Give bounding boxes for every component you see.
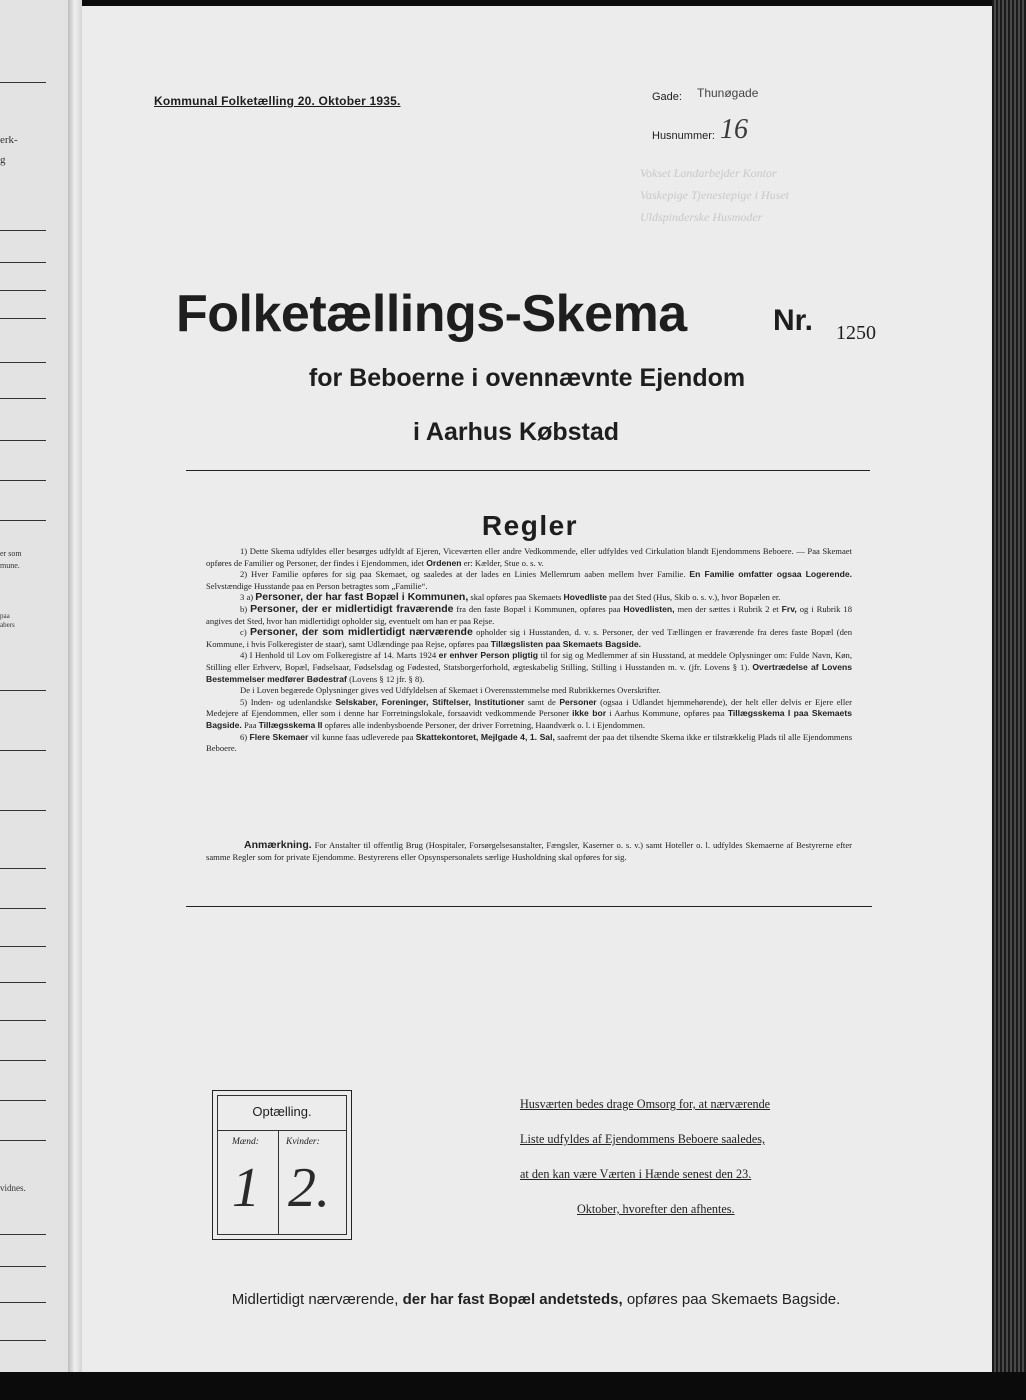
scan-background (0, 1372, 1026, 1400)
previous-page-edge (0, 0, 68, 1372)
instruction-line: Oktober, hvorefter den afhentes. (577, 1202, 735, 1216)
men-count: 1 (232, 1157, 260, 1219)
divider (186, 906, 872, 907)
ruled-line (0, 750, 46, 751)
form-town: i Aarhus Købstad (412, 418, 620, 446)
form-number-label: Nr. (773, 304, 814, 337)
count-box-divider (218, 1130, 346, 1131)
ruled-line (0, 230, 46, 231)
bleedthrough-line: Vaskepige Tjenestepige i Huset (640, 188, 789, 202)
ruled-line (0, 946, 46, 947)
ruled-line (0, 262, 46, 263)
instruction-line: at den kan være Værten i Hænde senest den 23. (520, 1167, 752, 1181)
page-fragment: er som (0, 549, 22, 558)
ruled-line (0, 1340, 46, 1341)
street-value: Thunøgade (697, 86, 759, 100)
remark-paragraph (206, 840, 852, 864)
page-fragment: paa (0, 612, 10, 620)
ruled-line (0, 1266, 46, 1267)
rule-2: 2) Hver Familie opføres for sig paa Skemaet, og saaledes at der lades en Linies Mellemrum aaben mellem hver Familie. En Familie omfatter ogsaa Logerende. Selvstændige Husstande paa en Person betragtes som „Familie“. (206, 569, 852, 591)
rules-text (206, 546, 852, 755)
instruction-line: Husværten bedes drage Omsorg for, at nærværende (520, 1097, 771, 1111)
ruled-line (0, 868, 46, 869)
ruled-line (0, 318, 46, 319)
rule-5: 5) Inden- og udenlandske Selskaber, Foreninger, Stiftelser, Institutioner samt de Personer (ogsaa i Udlandet hjemmehørende), der helt eller delvis er Ejere eller Medejere af Ejendommen, eller som i denne har Forretningslokale, forsaavidt vedkommende Personer ikke bor i Aarhus Kommune, opføres paa Tillægsskema I paa Skemaets Bagside. Paa Tillægsskema II opføres alle indenbysboende Personer, der driver Forretning, Haandværk o. l. i Ejendommen. (206, 696, 852, 730)
page-fragment: g (0, 154, 6, 166)
ruled-line (0, 398, 46, 399)
page-fragment: erk- (0, 134, 18, 146)
ruled-line (0, 362, 46, 363)
ruled-line (0, 982, 46, 983)
ruled-line (0, 908, 46, 909)
ruled-line (0, 82, 46, 83)
rule-3a: 3 a) Personer, der har fast Bopæl i Kommunen, skal opføres paa Skemaets Hovedliste paa det Sted (Hus, Skib o. s. v.), hvor Bopælen er. (240, 591, 781, 604)
house-number-value: 16 (720, 114, 748, 145)
count-box-inner (217, 1095, 347, 1235)
rule-3b: b) Personer, der er midlertidigt fraværende fra den faste Bopæl i Kommunen, opføres paa Hovedlisten, men der sættes i Rubrik 2 et Frv, og i Rubrik 18 angives det Sted, hvor han midlertidigt opholder sig, eventuelt om han er paa Rejse. (206, 602, 852, 626)
page-fragment: vidnes. (0, 1183, 26, 1193)
rule-3c: c) Personer, der som midlertidigt nærværende opholder sig i Husstanden, d. v. s. Personer, der ved Tællingen er fraværende fra deres faste Bopæl (den Kommune, i hvis Folkeregister de staar), samt Udlændinge paa Rejse, opføres paa Tillægslisten paa Skemaets Bagside. (206, 626, 852, 649)
book-page-edges (992, 0, 1026, 1400)
ruled-line (0, 480, 46, 481)
ruled-line (0, 1234, 46, 1235)
rule-1: 1) Dette Skema udfyldes eller besørges udfyldt af Ejeren, Viceværten eller andre Vedkommende, eller udfyldes ved Cirkulation blandt Ejendommens Beboere. — Paa Skemaet opføres de Familier og Personer, der findes i Ejendommen, idet Ordenen er: Kælder, Stue o. s. v. (206, 546, 852, 568)
footer-note: Midlertidigt nærværende, der har fast Bopæl andetsteds, opføres paa Skemaets Bagside. (231, 1291, 841, 1308)
ruled-line (0, 290, 46, 291)
rule-6: 6) Flere Skemaer vil kunne faas udleverede paa Skattekontoret, Mejlgade 4, 1. Sal, saafremt der paa det tilsendte Skema ikke er tilstrækkelig Plads til alle Ejendommens Beboere. (206, 731, 853, 754)
book-gutter (68, 0, 82, 1372)
form-title: Folketællings-Skema (176, 285, 687, 343)
ruled-line (0, 810, 46, 811)
divider (186, 470, 870, 471)
bleedthrough-line: Vokset Landarbejder Kontor (640, 166, 777, 180)
ruled-line (0, 1060, 46, 1061)
census-header: Kommunal Folketælling 20. Oktober 1935. (154, 94, 401, 108)
rules-heading: Regler (481, 510, 579, 541)
rule-4-note: De i Loven begærede Oplysninger gives ved Udfyldelsen af Skemaet i Overensstemmelse med Rubrikkernes Overskrifter. (240, 685, 661, 696)
street-label: Gade: (652, 91, 682, 103)
men-label: Mænd: (232, 1137, 259, 1147)
remark-text: For Anstalter til offentlig Brug (Hospitaler, Forsørgelsesanstalter, Fængsler, Kaserner o. s. v.) samt Hoteller o. l. udfyldes Skemaerne af Bestyrerne efter samme Regler som for private Ejendomme. Bestyrerens eller Opsynspersonalets særlige Husholdning skal opføres for sig. (206, 840, 852, 862)
rule-4: 4) I Henhold til Lov om Folkeregistre af 14. Marts 1924 er enhver Person pligtig til for sig og Medlemmer af sin Husstand, at meddele Oplysninger om: Fulde Navn, Køn, Stilling eller Erhverv, Bopæl, Fødselsaar, Fødselsdag og Fødested, Statsborgerforhold, ægteskabelig Stilling, Stilling i Husstanden m. v. (jfr. Lovens § 1). Overtrædelse af Lovens Bestemmelser medfører Bødestraf (Lovens § 12 jfr. § 8). (206, 650, 853, 684)
bleedthrough-text (640, 162, 900, 228)
remark-heading: Anmærkning. (244, 839, 312, 851)
count-box (212, 1090, 352, 1240)
ruled-line (0, 690, 46, 691)
ruled-line (0, 1100, 46, 1101)
count-box-column-divider (278, 1130, 279, 1234)
house-number-label: Husnummer: (652, 130, 715, 142)
instruction-line: Liste udfyldes af Ejendommens Beboere saaledes, (520, 1132, 766, 1146)
page-fragment: abers (0, 621, 15, 629)
form-number-value: 1250 (836, 322, 876, 344)
women-count: 2. (288, 1157, 330, 1219)
count-box-title: Optælling. (252, 1104, 312, 1119)
page-fragment: mune. (0, 561, 20, 570)
ruled-line (0, 1140, 46, 1141)
ruled-line (0, 1020, 46, 1021)
bleedthrough-line: Uldspinderske Husmoder (640, 210, 763, 224)
form-subtitle: for Beboerne i ovennævnte Ejendom (308, 364, 746, 392)
women-label: Kvinder: (286, 1137, 320, 1147)
